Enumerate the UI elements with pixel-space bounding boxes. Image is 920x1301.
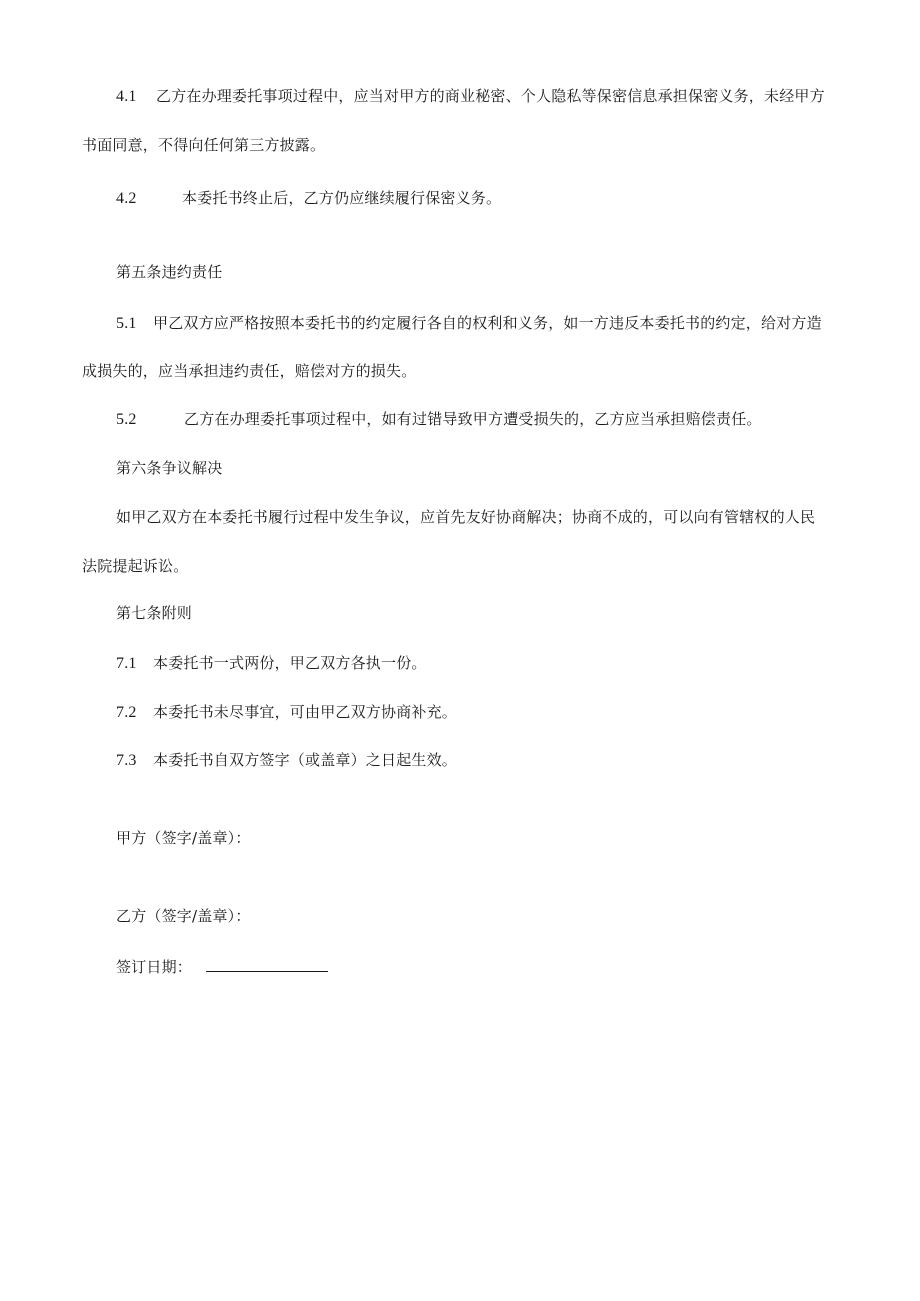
clause-4-2-text: 本委托书终止后，乙方仍应继续履行保密义务。 — [182, 189, 502, 207]
clause-5-2 — [116, 409, 762, 430]
signing-date-label: 签订日期： — [116, 958, 193, 976]
clause-7-1 — [116, 653, 427, 674]
clause-5-2-text: 乙方在办理委托事项过程中，如有过错导致甲方遭受损失的，乙方应当承担赔偿责任。 — [184, 410, 762, 428]
clause-7-2 — [116, 702, 457, 723]
clause-7-3-number: 7.3 — [116, 752, 137, 769]
clause-5-1-text: 甲乙双方应严格按照本委托书的约定履行各自的权利和义务，如一方违反本委托书的约定，给对方造 — [153, 314, 822, 332]
article-6-heading: 第六条争议解决 — [116, 459, 223, 477]
clause-5-1-line-1 — [116, 313, 822, 334]
clause-5-2-number: 5.2 — [116, 411, 137, 428]
clause-5-1-line-2: 成损失的，应当承担违约责任，赔偿对方的损失。 — [82, 362, 417, 380]
article-7-heading: 第七条附则 — [116, 604, 193, 622]
clause-4-1-text: 乙方在办理委托事项过程中，应当对甲方的商业秘密、个人隐私等保密信息承担保密义务，未经甲方 — [156, 87, 825, 105]
clause-4-1-line-2: 书面同意，不得向任何第三方披露。 — [82, 136, 326, 154]
clause-7-3 — [116, 750, 457, 771]
party-a-signature-label: 甲方（签字/盖章）： — [116, 829, 251, 847]
clause-7-1-text: 本委托书一式两份，甲乙双方各执一份。 — [153, 654, 427, 672]
clause-7-1-number: 7.1 — [116, 655, 137, 672]
clause-4-1-line-1 — [116, 86, 825, 107]
article-5-heading: 第五条违约责任 — [116, 263, 223, 281]
clause-4-1-number: 4.1 — [116, 88, 137, 105]
clause-7-3-text: 本委托书自双方签字（或盖章）之日起生效。 — [153, 751, 458, 769]
party-b-signature-label: 乙方（签字/盖章）： — [116, 907, 251, 925]
clause-5-1-number: 5.1 — [116, 315, 137, 332]
signing-date-blank-line — [206, 956, 328, 972]
clause-4-2-number: 4.2 — [116, 190, 137, 207]
signing-date-row — [116, 956, 328, 977]
clause-7-2-text: 本委托书未尽事宜，可由甲乙双方协商补充。 — [153, 703, 458, 721]
article-6-line-1: 如甲乙双方在本委托书履行过程中发生争议，应首先友好协商解决；协商不成的，可以向有管辖权的人民 — [116, 508, 816, 526]
clause-7-2-number: 7.2 — [116, 704, 137, 721]
clause-4-2 — [116, 188, 501, 209]
article-6-line-2: 法院提起诉讼。 — [82, 557, 189, 575]
